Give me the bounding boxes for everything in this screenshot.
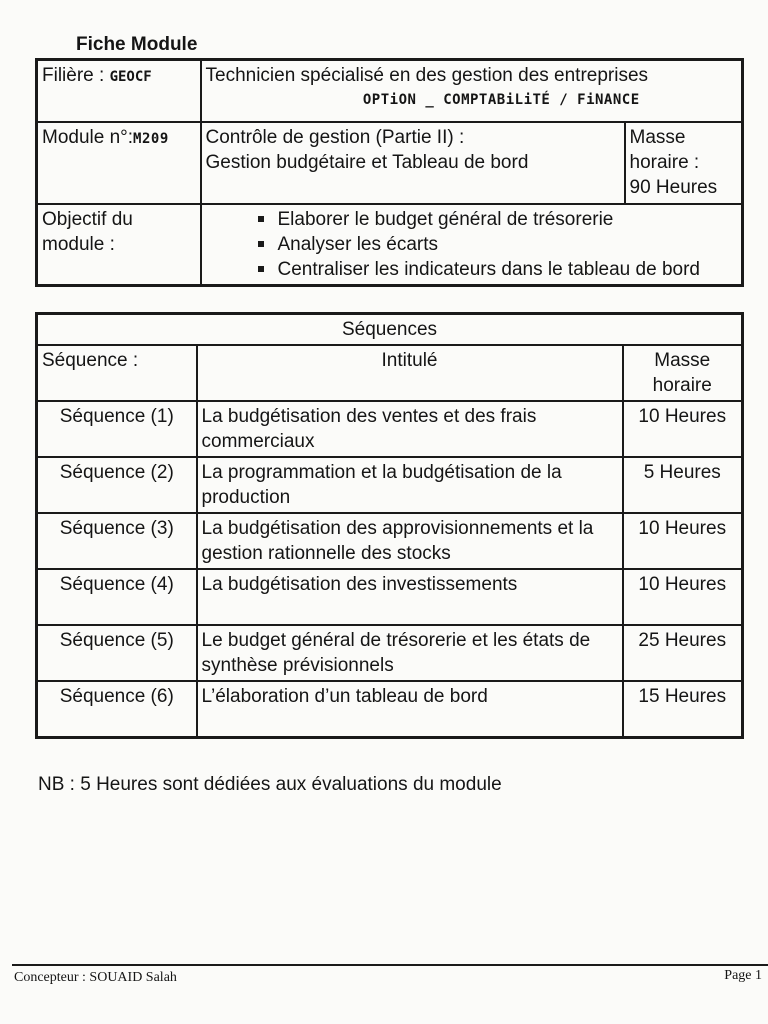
sequence-title: La budgétisation des ventes et des frais commerciaux: [197, 401, 623, 457]
sequence-hours: 10 Heures: [623, 569, 743, 625]
table-row: [37, 625, 743, 681]
footer-author: Concepteur : SOUAID Salah: [14, 970, 177, 985]
table-row: [37, 569, 743, 625]
page-title: Fiche Module: [76, 34, 198, 55]
module-label: Module n°:: [42, 127, 134, 148]
masse-value: 90 Heures: [629, 177, 718, 198]
col-header-masse-line-2: horaire: [652, 375, 712, 396]
sequence-hours: 25 Heures: [623, 625, 743, 681]
objective-item: Analyser les écarts: [256, 232, 738, 257]
sequence-label: Séquence (6): [37, 681, 197, 738]
objective-item: Elaborer le budget général de trésorerie: [256, 207, 738, 232]
masse-label-line-2: horaire :: [629, 152, 700, 173]
sequences-title-row: [37, 314, 743, 346]
sequence-hours: 15 Heures: [623, 681, 743, 738]
sequence-hours: 10 Heures: [623, 513, 743, 569]
sequence-label: Séquence (4): [37, 569, 197, 625]
objective-item: Centraliser les indicateurs dans le tableau de bord: [256, 257, 738, 282]
module-title-cell: [201, 122, 625, 204]
col-header-intitule: Intitulé: [197, 345, 623, 401]
program-cell: [201, 60, 743, 123]
sequence-title: La budgétisation des investissements: [197, 569, 623, 625]
filiere-row: [37, 60, 743, 123]
objective-label-line-1: Objectif du: [42, 209, 133, 230]
objective-label-cell: [37, 204, 201, 286]
table-row: [37, 401, 743, 457]
masse-label-line-1: Masse: [629, 127, 686, 148]
sequence-title: Le budget général de trésorerie et les états de synthèse prévisionnels: [197, 625, 623, 681]
objective-row: [37, 204, 743, 286]
sequences-table: [35, 312, 744, 739]
sequence-label: Séquence (1): [37, 401, 197, 457]
footer-divider: [12, 964, 768, 966]
table-row: [37, 457, 743, 513]
col-header-masse: [623, 345, 743, 401]
sequence-label: Séquence (2): [37, 457, 197, 513]
module-number-cell: [37, 122, 201, 204]
module-title-line-2: Gestion budgétaire et Tableau de bord: [205, 152, 529, 173]
module-row: [37, 122, 743, 204]
evaluation-note: NB : 5 Heures sont dédiées aux évaluations du module: [38, 774, 502, 795]
sequence-title: L’élaboration d’un tableau de bord: [197, 681, 623, 738]
objective-list-cell: [201, 204, 743, 286]
sequence-title: La budgétisation des approvisionnements et la gestion rationnelle des stocks: [197, 513, 623, 569]
sequence-title: La programmation et la budgétisation de la production: [197, 457, 623, 513]
table-row: [37, 681, 743, 738]
filiere-cell: [37, 60, 201, 123]
module-number: M209: [133, 131, 169, 147]
footer-page-number: Page 1: [724, 968, 762, 983]
sequences-title: Séquences: [37, 314, 743, 346]
program-option: OPTiON _ COMPTABiLiTÉ / FiNANCE: [362, 92, 640, 108]
sequences-header-row: [37, 345, 743, 401]
masse-horaire-cell: [625, 122, 743, 204]
objective-list: [206, 207, 738, 282]
sequence-label: Séquence (5): [37, 625, 197, 681]
col-header-masse-line-1: Masse: [654, 350, 711, 371]
table-row: [37, 513, 743, 569]
filiere-label: Filière :: [42, 65, 105, 86]
module-info-table: [35, 58, 744, 287]
sequence-label: Séquence (3): [37, 513, 197, 569]
objective-label-line-2: module :: [42, 234, 115, 255]
filiere-value: GEOCF: [109, 69, 152, 85]
program-line-1: Technicien spécialisé en des gestion des entreprises: [205, 65, 649, 86]
col-header-sequence: Séquence :: [37, 345, 197, 401]
sequence-hours: 5 Heures: [623, 457, 743, 513]
sequence-hours: 10 Heures: [623, 401, 743, 457]
module-title-line-1: Contrôle de gestion (Partie II) :: [205, 127, 465, 148]
